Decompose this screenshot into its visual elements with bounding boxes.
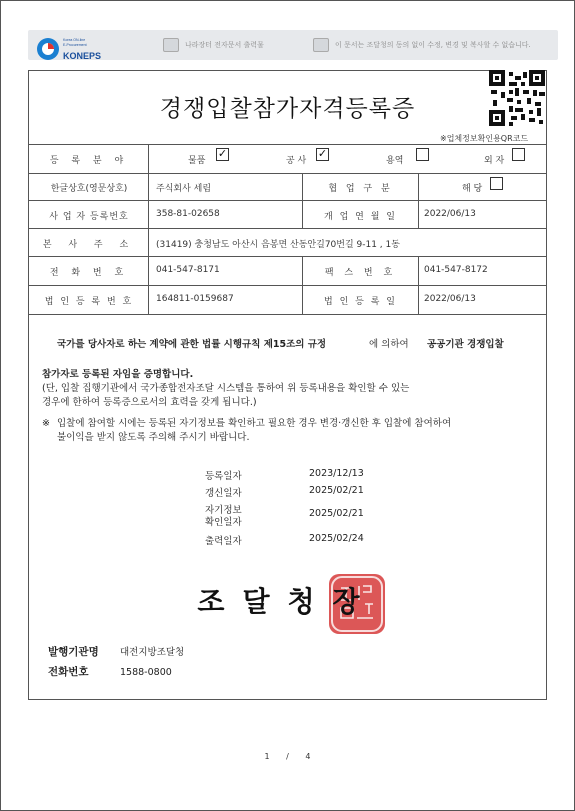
renew-date-label: 갱신일자 [205,488,242,499]
reg-date-value: 2023/12/13 [309,468,364,479]
selfcheck-label-2: 확인일자 [205,517,242,528]
address-value: (31419) 충청남도 아산시 음봉면 산동안길70번길 9-11 , 1동 [156,240,400,250]
table-rule [28,144,547,145]
address-label: 본 사 주 소 [42,240,136,250]
table-rule [148,144,149,314]
banner-right-text: 이 문서는 조달청의 동의 없이 수정, 변경 및 복사할 수 없습니다. [335,41,531,49]
selfcheck-date-value: 2025/02/21 [309,508,364,519]
company-label: 한글상호(영문상호) [50,184,128,194]
table-rule [28,173,547,174]
condition-line2: 경우에 한하여 등록증으로서의 효력을 갖게 됩니다.) [42,397,257,408]
fax-label: 팩 스 번 호 [324,268,397,278]
qr-caption: ※업체정보확인용QR코드 [440,134,529,143]
opt-construction-label: 공 사 [286,156,307,166]
coop-checkbox[interactable] [490,177,503,190]
corpdate-label: 법 인 등 록 일 [324,297,397,307]
opt-goods-label: 물품 [188,156,206,166]
banner-left [163,38,264,52]
koneps-logo [36,32,116,66]
svg-text:E-Procurement: E-Procurement [63,43,87,47]
coop-label: 협 업 구 분 [328,184,393,194]
document-icon [163,38,179,52]
coop-value: 해 당 [462,184,483,194]
certify-text: 참가자로 등록된 자임을 증명합니다. [42,369,194,380]
table-rule [28,314,547,315]
note-line1: 입찰에 참여할 시에는 등록된 자기정보를 확인하고 필요한 경우 변경·갱신한 후 입찰에 참여하여 [57,418,452,429]
qr-code-icon [489,70,545,126]
svg-text:Korea ON-line: Korea ON-line [63,38,86,42]
issuer-name: 조달청장 [197,585,378,618]
selfcheck-label-1: 자기정보 [205,505,242,516]
table-rule [418,173,419,228]
phone-value: 041-547-8171 [156,265,220,275]
phone-label: 전 화 번 호 [49,268,129,278]
bizno-value: 358-81-02658 [156,209,220,219]
banner-right [313,38,531,52]
print-date-value: 2025/02/24 [309,533,364,544]
svg-text:KONEPS: KONEPS [63,51,102,61]
corpno-label: 법 인 등 록 번 호 [44,297,134,307]
statute-connector: 에 의하여 [369,339,409,350]
page-total: 4 [305,752,311,761]
statute-end: 공공기관 경쟁입찰 [427,339,504,350]
bizno-label: 사 업 자 등록번호 [49,212,129,222]
renew-date-value: 2025/02/21 [309,485,364,496]
print-date-label: 출력일자 [205,536,242,547]
issuer-phone-label: 전화번호 [48,666,89,678]
printer-icon [313,38,329,52]
reg-class-label: 등 록 분 야 [49,156,129,166]
page-current: 1 [264,752,270,761]
document-title: 경쟁입찰참가자격등록증 [159,96,416,122]
note-line2: 불이익을 받지 않도록 주의해 주시기 바랍니다. [57,432,250,443]
opendate-label: 개 업 연 월 일 [324,212,397,222]
issuer-org-label: 발행기관명 [48,646,99,658]
table-rule [28,285,547,286]
reg-date-label: 등록일자 [205,471,242,482]
service-checkbox[interactable] [416,148,429,161]
pagination [0,752,575,761]
table-rule [418,256,419,314]
opt-service-label: 용역 [386,156,404,166]
note-mark: ※ [42,418,50,429]
opt-foreign-label: 외 자 [484,156,505,166]
company-value: 주식회사 세림 [156,184,212,194]
construction-checkbox[interactable]: ✓ [317,147,328,160]
fax-value: 041-547-8172 [424,265,488,275]
banner-left-text: 나라장터 전자문서 출력물 [185,41,264,49]
table-rule [28,228,547,229]
condition-line1: (단, 입찰 집행기관에서 국가종합전자조달 시스템을 통하여 위 등록내용을 확인할 수 있는 [42,383,410,394]
corpno-value: 164811-0159687 [156,294,234,304]
page-separator: / [286,752,289,761]
corpdate-value: 2022/06/13 [424,294,476,304]
foreign-checkbox[interactable] [512,148,525,161]
opendate-value: 2022/06/13 [424,209,476,219]
issuer-phone-value: 1588-0800 [120,667,172,678]
table-rule [28,256,547,257]
goods-checkbox[interactable]: ✓ [217,147,228,160]
statute-text: 국가를 당사자로 하는 계약에 관한 법률 시행규칙 제15조의 규정 [57,339,327,350]
issuer-org-value: 대전지방조달청 [120,647,185,658]
table-rule [28,200,547,201]
